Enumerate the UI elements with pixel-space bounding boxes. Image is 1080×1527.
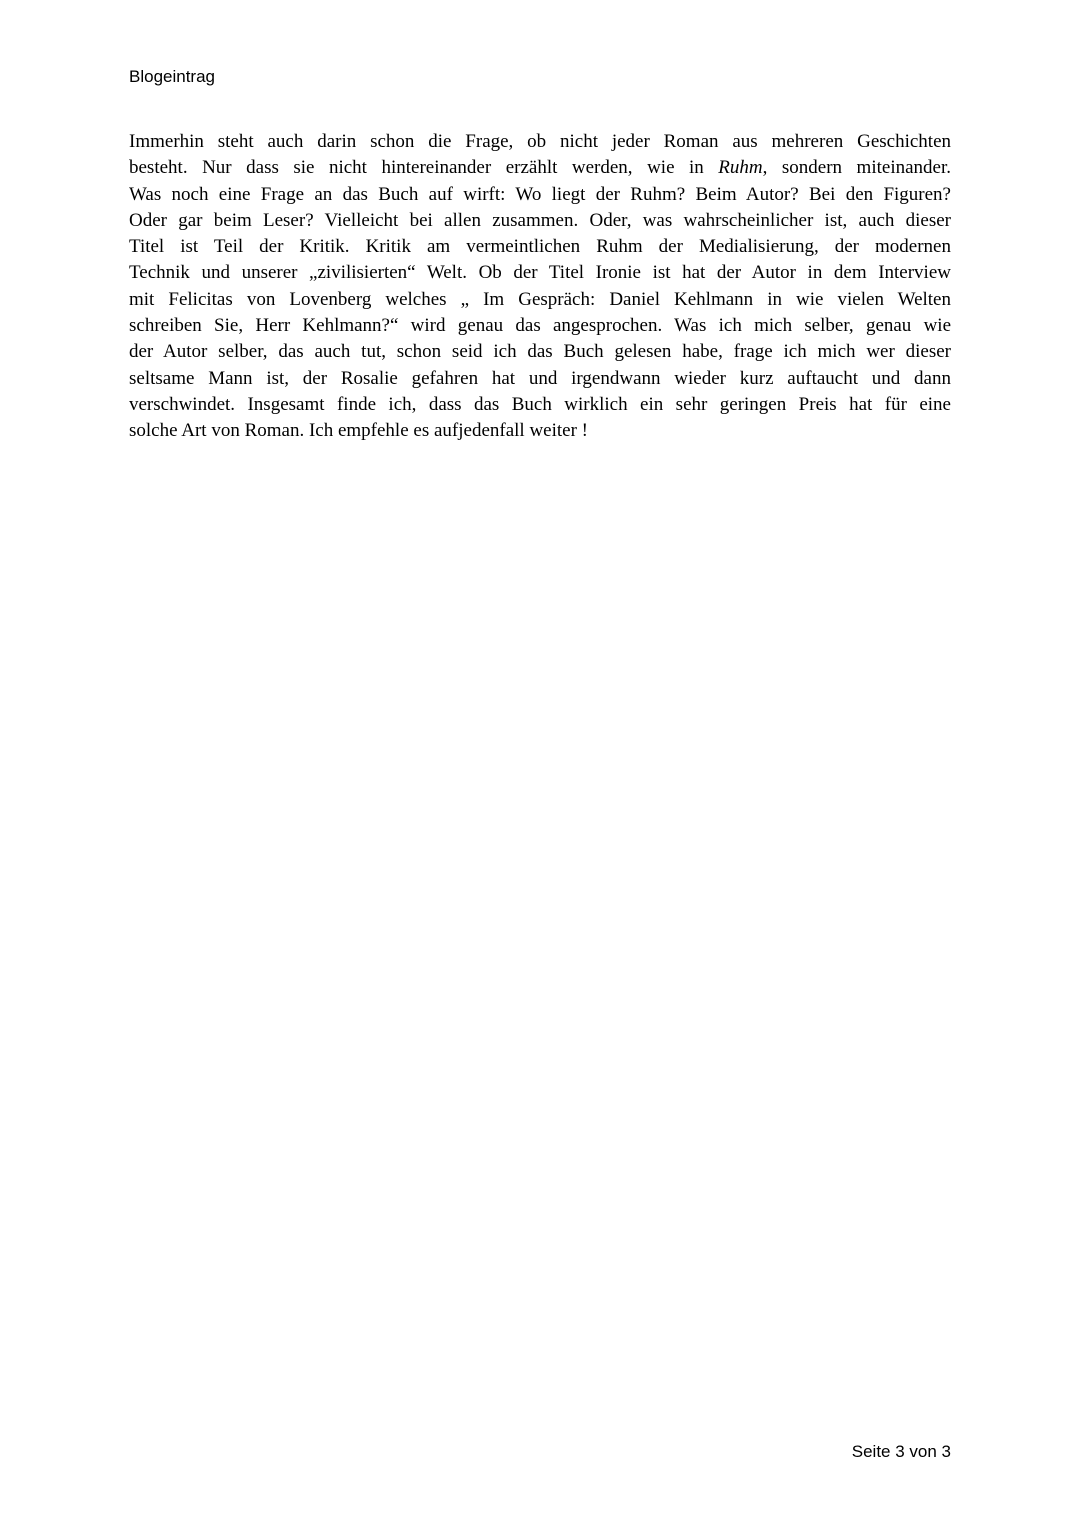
text-line: seltsame Mann ist, der Rosalie gefahren hat und irgendwann wieder kurz auftaucht und dann <box>129 367 951 389</box>
book-title-emphasis: Ruhm <box>718 157 763 179</box>
text-line: der Autor selber, das auch tut, schon seid ich das Buch gelesen habe, frage ich mich wer dieser <box>129 341 951 363</box>
text-line: Oder gar beim Leser? Vielleicht bei allen zusammen. Oder, was wahrscheinlicher ist, auch dieser <box>129 209 951 231</box>
text-line: schreiben Sie, Herr Kehlmann?“ wird genau das angesprochen. Was ich mich selber, genau wie <box>129 315 951 337</box>
page-number: Seite 3 von 3 <box>851 1442 951 1461</box>
text-segment: besteht. Nur dass sie nicht hintereinander erzählt werden, wie in <box>129 157 719 179</box>
text-line: verschwindet. Insgesamt finde ich, dass das Buch wirklich ein sehr geringen Preis hat für eine <box>129 393 951 415</box>
text-line: Technik und unserer „zivilisierten“ Welt. Ob der Titel Ironie ist hat der Autor in dem Interview <box>129 262 951 284</box>
body-paragraph <box>129 129 951 445</box>
text-line: mit Felicitas von Lovenberg welches „ Im Gespräch: Daniel Kehlmann in wie vielen Welten <box>129 288 951 310</box>
text-line <box>129 155 951 181</box>
text-line: solche Art von Roman. Ich empfehle es aufjedenfall weiter ! <box>129 420 588 442</box>
text-segment: , sondern miteinander. <box>762 157 951 179</box>
text-line: Immerhin steht auch darin schon die Frage, ob nicht jeder Roman aus mehreren Geschichten <box>129 131 951 152</box>
text-line: Titel ist Teil der Kritik. Kritik am vermeintlichen Ruhm der Medialisierung, der modernen <box>129 236 951 258</box>
page-header: Blogeintrag <box>129 67 216 86</box>
text-line: Was noch eine Frage an das Buch auf wirft: Wo liegt der Ruhm? Beim Autor? Bei den Figuren? <box>129 183 951 205</box>
